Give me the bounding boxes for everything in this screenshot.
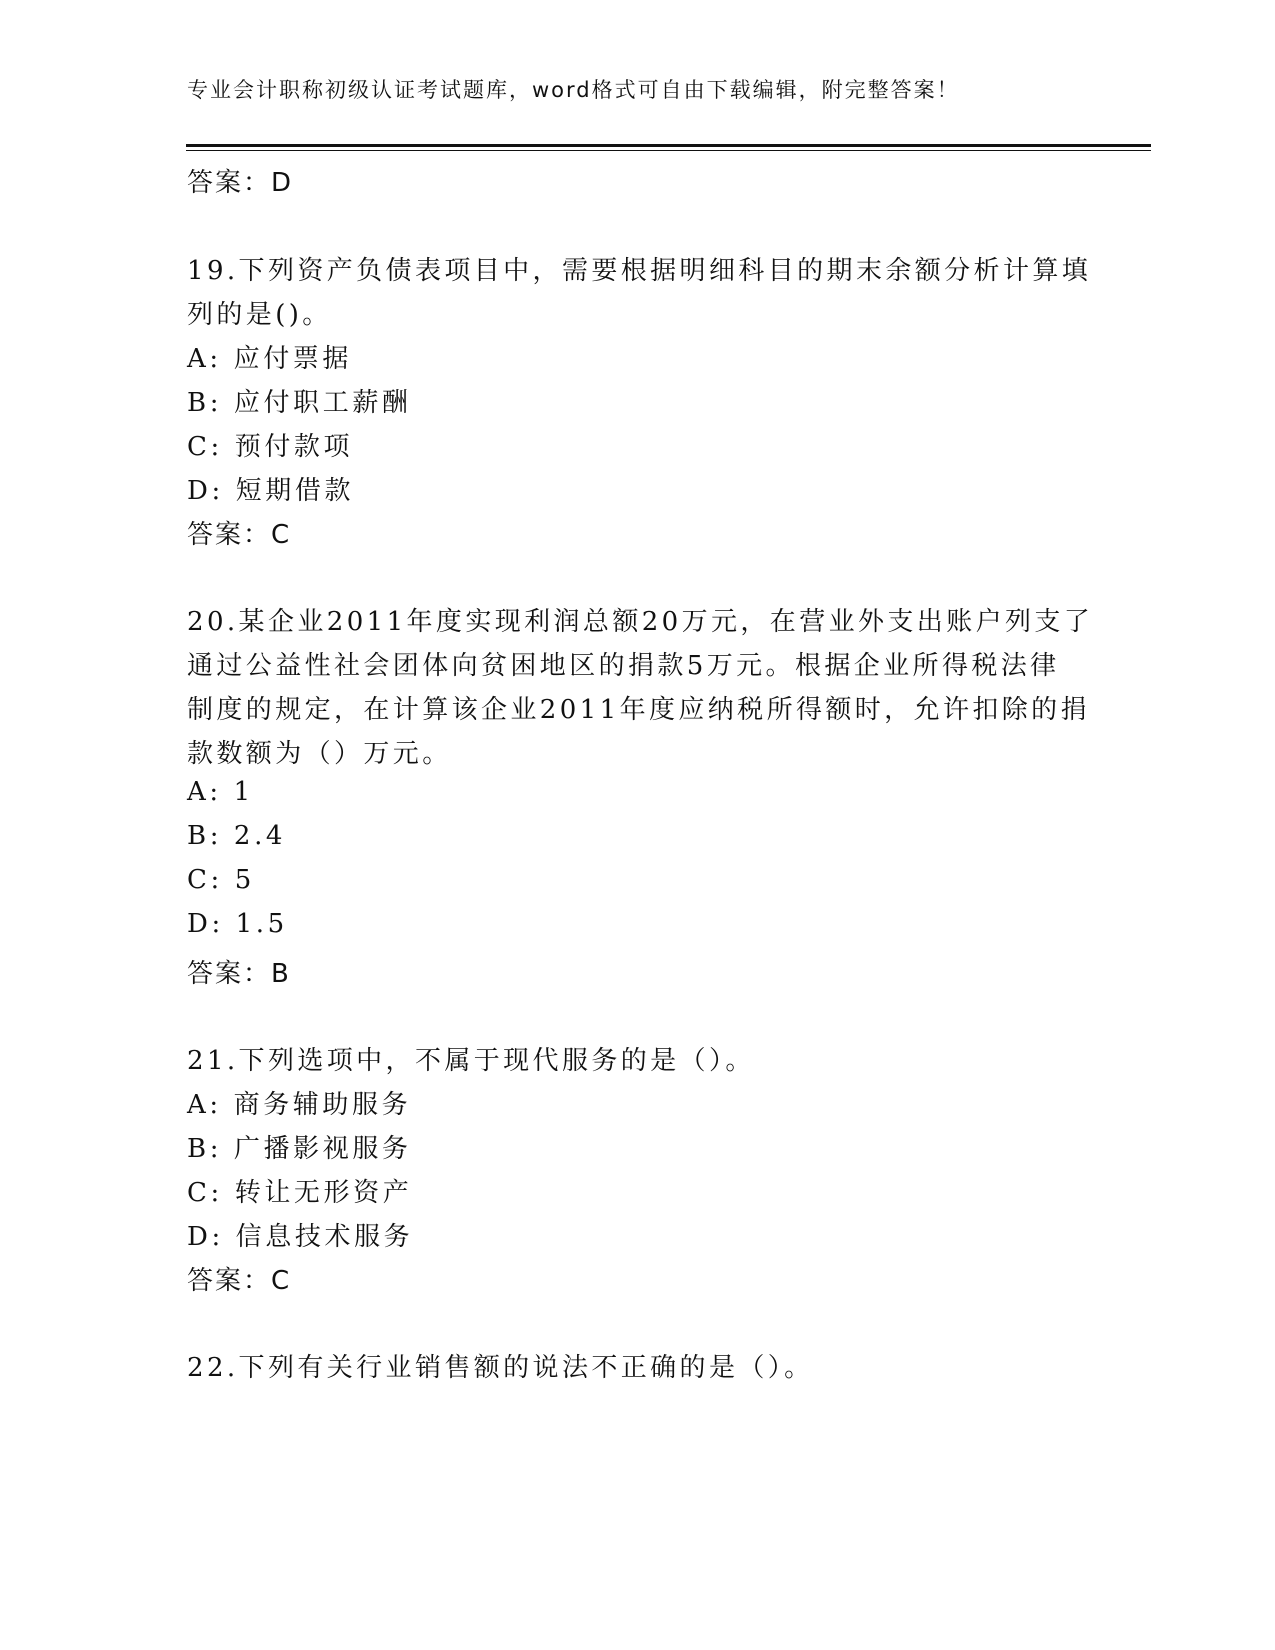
question-21-option-d: D: 信息技术服务 bbox=[187, 1222, 414, 1252]
question-21-option-a: A: 商务辅助服务 bbox=[187, 1090, 412, 1120]
question-22-line-1: 22.下列有关行业销售额的说法不正确的是（）。 bbox=[187, 1353, 814, 1383]
question-19-line-1: 19.下列资产负债表项目中，需要根据明细科目的期末余额分析计算填 bbox=[187, 256, 1092, 286]
page-header: 专业会计职称初级认证考试题库，word格式可自由下载编辑，附完整答案！ bbox=[187, 78, 960, 102]
question-21-answer: 答案：C bbox=[187, 1266, 292, 1296]
question-20-line-4: 款数额为（）万元。 bbox=[187, 739, 452, 769]
question-19-option-a: A: 应付票据 bbox=[187, 344, 353, 374]
question-19-option-c: C: 预付款项 bbox=[187, 432, 354, 462]
question-19-answer: 答案：C bbox=[187, 520, 292, 550]
question-21-option-b: B: 广播影视服务 bbox=[187, 1134, 412, 1164]
question-20-option-c: C: 5 bbox=[187, 865, 255, 895]
question-21-option-c: C: 转让无形资产 bbox=[187, 1178, 413, 1208]
question-20-line-1: 20.某企业2011年度实现利润总额20万元，在营业外支出账户列支了 bbox=[187, 607, 1094, 637]
question-19-line-2: 列的是()。 bbox=[187, 300, 332, 330]
answer-line: 答案：D bbox=[187, 168, 294, 198]
question-21-line-1: 21.下列选项中，不属于现代服务的是（）。 bbox=[187, 1046, 755, 1076]
question-20-line-3: 制度的规定，在计算该企业2011年度应纳税所得额时，允许扣除的捐 bbox=[187, 695, 1090, 725]
question-20-option-a: A: 1 bbox=[187, 777, 254, 807]
question-20-option-d: D: 1.5 bbox=[187, 909, 288, 939]
question-19-option-d: D: 短期借款 bbox=[187, 476, 355, 506]
question-20-answer: 答案：B bbox=[187, 959, 291, 989]
question-20-option-b: B: 2.4 bbox=[187, 821, 287, 851]
question-20-line-2: 通过公益性社会团体向贫困地区的捐款5万元。根据企业所得税法律 bbox=[187, 651, 1060, 681]
question-19-option-b: B: 应付职工薪酬 bbox=[187, 388, 412, 418]
header-divider-thin bbox=[186, 150, 1151, 151]
header-divider-thick bbox=[186, 144, 1151, 147]
